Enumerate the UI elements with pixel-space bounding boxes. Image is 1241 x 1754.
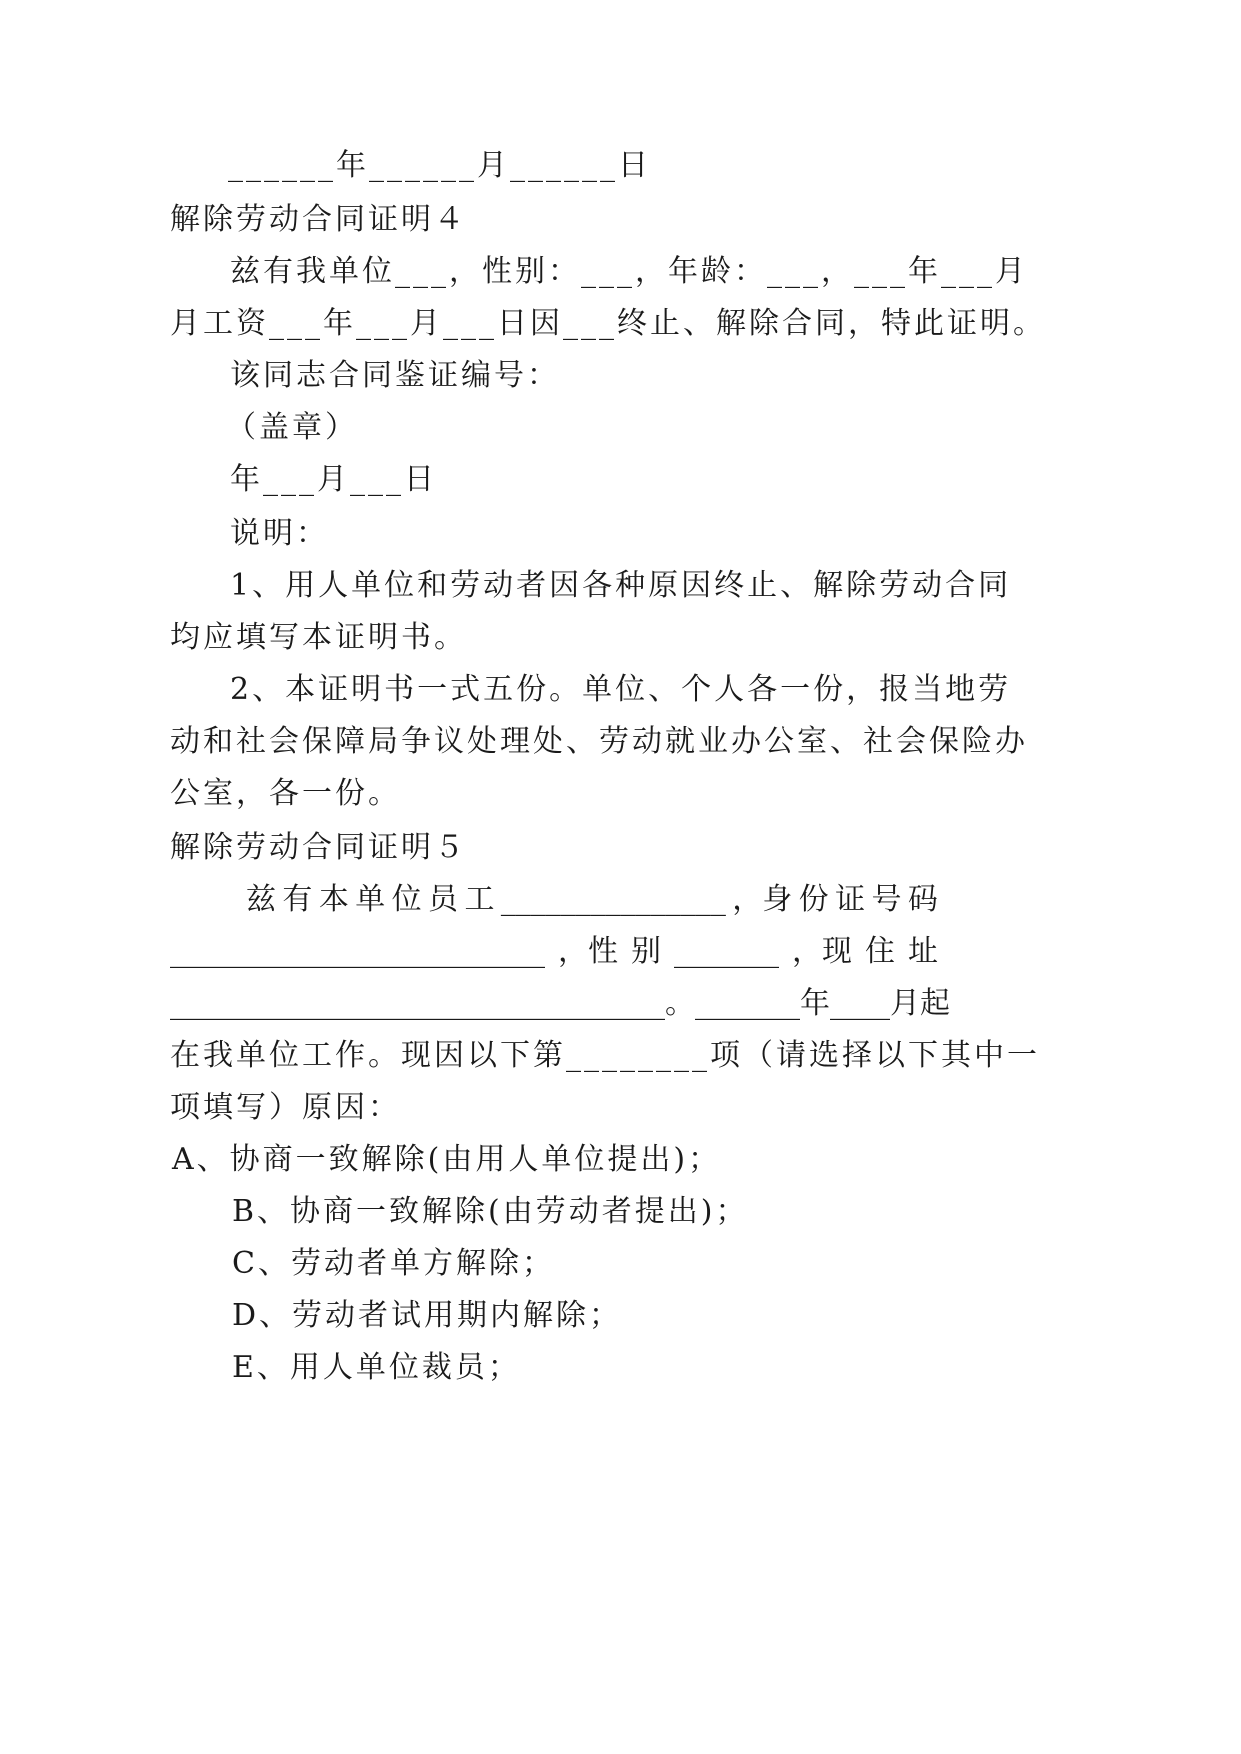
text-segment: 号 xyxy=(871,882,902,917)
blank-field: _________________________________。 xyxy=(170,986,695,1021)
text-segment: 位 xyxy=(391,882,422,917)
text-segment: ，性 xyxy=(558,934,618,969)
text-segment: 兹 xyxy=(246,882,276,917)
paragraph-line: 该同志合同鉴证编号： xyxy=(230,358,560,393)
text-segment: 别 xyxy=(631,934,661,969)
paragraph-line: 项填写）原因： xyxy=(170,1090,401,1125)
text-segment: 份 xyxy=(798,882,829,917)
note-item: 2、本证明书一式五份。单位、个人各一份，报当地劳 xyxy=(230,672,1012,707)
text-segment: _______年 xyxy=(695,986,830,1021)
option-item: C、劳动者单方解除； xyxy=(232,1246,555,1281)
text-segment: 单 xyxy=(355,882,386,917)
option-item: B、协商一致解除(由劳动者提出)； xyxy=(232,1194,749,1229)
paragraph-line: 月工资___年___月___日因___终止、解除合同，特此证明。 xyxy=(170,306,1046,341)
paragraph-line xyxy=(246,880,938,920)
option-item: A、协商一致解除(由用人单位提出)； xyxy=(172,1142,722,1177)
date-line: ______年______月______日 xyxy=(228,148,651,183)
blank-field: _______ xyxy=(674,934,779,969)
note-item: 1、用人单位和劳动者因各种原因终止、解除劳动合同 xyxy=(230,568,1012,603)
paragraph-line xyxy=(170,984,950,1024)
paragraph-line xyxy=(170,932,938,972)
text-segment: ____月起 xyxy=(830,986,950,1021)
text-segment: ，现 xyxy=(792,934,852,969)
text-segment: 本 xyxy=(318,882,349,917)
option-item: D、劳动者试用期内解除； xyxy=(232,1298,623,1333)
paragraph-line: 兹有我单位___，性别：___，年龄：___，___年___月 xyxy=(230,254,1028,289)
note-heading: 说明： xyxy=(230,516,329,551)
section-title-5: 解除劳动合同证明５ xyxy=(170,830,467,865)
option-item: E、用人单位裁员； xyxy=(232,1350,521,1385)
blank-field: _______________ xyxy=(500,882,726,917)
text-segment: 址 xyxy=(908,934,938,969)
section-title-4: 解除劳动合同证明４ xyxy=(170,202,467,237)
text-segment: ，身 xyxy=(732,882,793,917)
text-segment: 住 xyxy=(865,934,895,969)
text-segment: 有 xyxy=(282,882,313,917)
paragraph-line: 在我单位工作。现因以下第________项（请选择以下其中一 xyxy=(170,1038,1040,1073)
date-line: 年___月___日 xyxy=(230,462,437,497)
note-item: 公室，各一份。 xyxy=(170,776,401,811)
seal-label: （盖章） xyxy=(226,410,358,445)
blank-field: _________________________ xyxy=(170,934,545,969)
text-segment: 证 xyxy=(835,882,866,917)
text-segment: 码 xyxy=(907,882,938,917)
note-item: 均应填写本证明书。 xyxy=(170,620,467,655)
text-segment: 员 xyxy=(428,882,459,917)
note-item: 动和社会保障局争议处理处、劳动就业办公室、社会保险办 xyxy=(170,724,1028,759)
text-segment: 工 xyxy=(464,882,495,917)
